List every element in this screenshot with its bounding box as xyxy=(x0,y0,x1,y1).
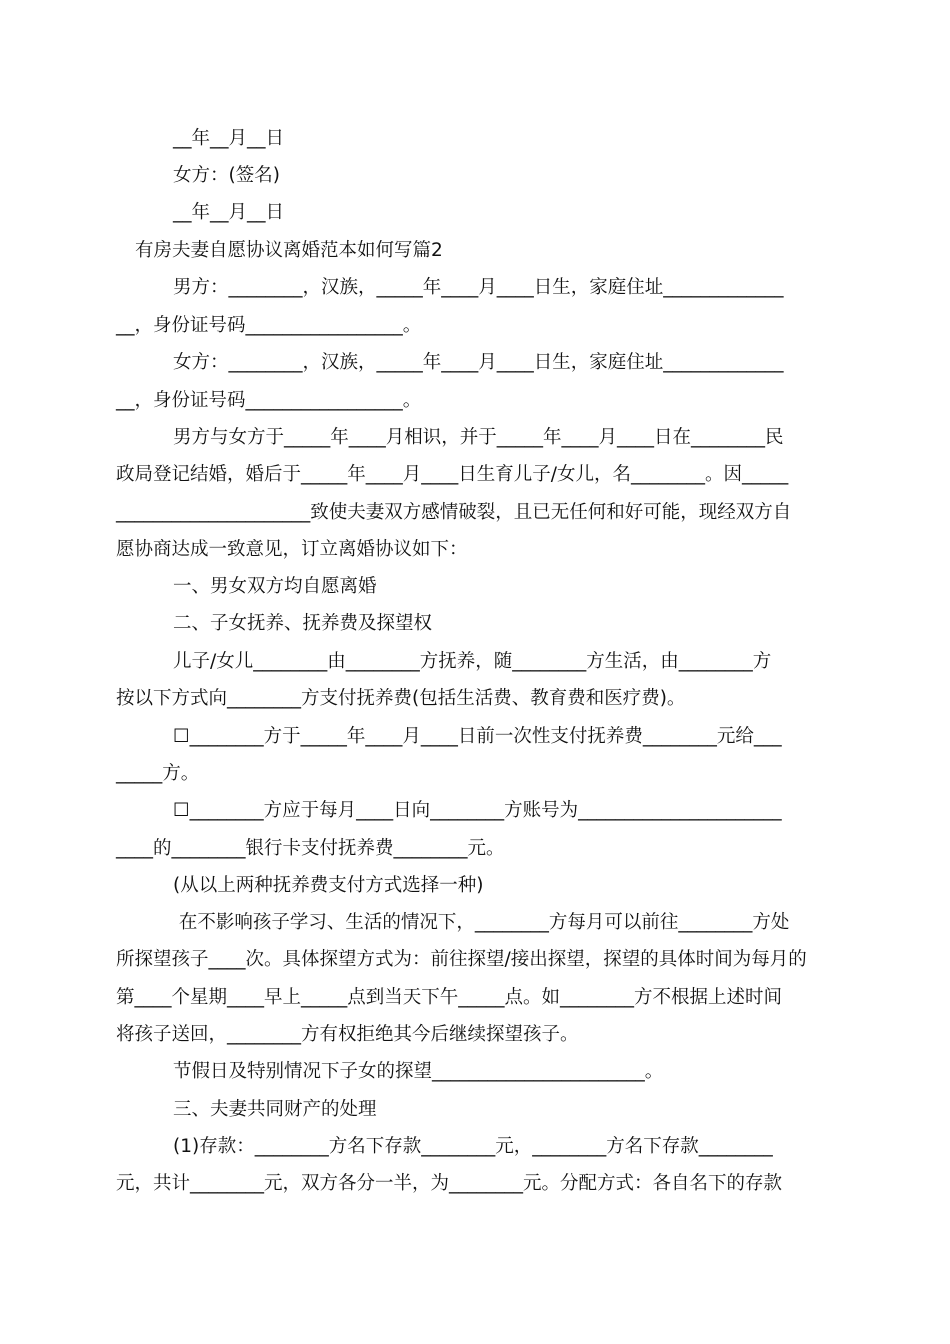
note-line: (从以上两种抚养费支付方式选择一种) xyxy=(173,875,484,896)
clause-heading: 二、子女抚养、抚养费及探望权 xyxy=(173,613,433,634)
male-info-line: 男方：________，汉族，_____年____月____日生，家庭住址_____________ xyxy=(173,277,784,298)
date-line-2: __年__月__日 xyxy=(173,202,285,223)
paragraph-line: 愿协商达成一致意见，订立离婚协议如下： xyxy=(116,539,468,560)
paragraph-line: _____方。 xyxy=(116,763,200,784)
section-title: 有房夫妻自愿协议离婚范本如何写篇2 xyxy=(135,240,443,261)
female-info-line: 女方：________，汉族，_____年____月____日生，家庭住址_____________ xyxy=(173,352,784,373)
paragraph-line: 按以下方式向________方支付抚养费(包括生活费、教育费和医疗费)。 xyxy=(116,688,686,709)
clause-heading: 一、男女双方均自愿离婚 xyxy=(173,576,377,597)
paragraph-line: 男方与女方于_____年____月相识，并于_____年____月____日在________民 xyxy=(173,427,784,448)
checkbox-option-line: ☐________方于_____年____月____日前一次性支付抚养费________元给___ xyxy=(173,726,782,747)
paragraph-line: 儿子/女儿________由________方抚养，随________方生活，由________方 xyxy=(173,651,772,672)
paragraph-line: 元，共计________元，双方各分一半，为________元。分配方式：各自名下的存款 xyxy=(116,1173,783,1194)
paragraph-line: (1)存款：________方名下存款________元，________方名下存款________ xyxy=(173,1136,773,1157)
paragraph-line: 第____个星期____早上_____点到当天下午_____点。如________方不根据上述时间 xyxy=(116,987,783,1008)
paragraph-line: 政局登记结婚，婚后于_____年____月____日生育儿子/女儿，名________。因_____ xyxy=(116,464,789,485)
paragraph-line: 将孩子送回，________方有权拒绝其今后继续探望孩子。 xyxy=(116,1024,579,1045)
paragraph-line: 节假日及特别情况下子女的探望_______________________。 xyxy=(173,1061,664,1082)
checkbox-option-line: ☐________方应于每月____日向________方账号为______________________ xyxy=(173,800,782,821)
paragraph-line: 所探望孩子____次。具体探望方式为：前往探望/接出探望，探望的具体时间为每月的 xyxy=(116,949,807,970)
clause-heading: 三、夫妻共同财产的处理 xyxy=(173,1099,377,1120)
female-signature-line: 女方：(签名) xyxy=(173,165,280,186)
female-id-line: __，身份证号码_________________。 xyxy=(116,390,422,411)
paragraph-line: _____________________致使夫妻双方感情破裂，且已无任何和好可能，现经双方自 xyxy=(116,502,792,523)
paragraph-line: 在不影响孩子学习、生活的情况下，________方每月可以前往________方处 xyxy=(173,912,790,933)
date-line-1: __年__月__日 xyxy=(173,128,285,149)
paragraph-line: ____的________银行卡支付抚养费________元。 xyxy=(116,838,505,859)
male-id-line: __，身份证号码_________________。 xyxy=(116,315,422,336)
